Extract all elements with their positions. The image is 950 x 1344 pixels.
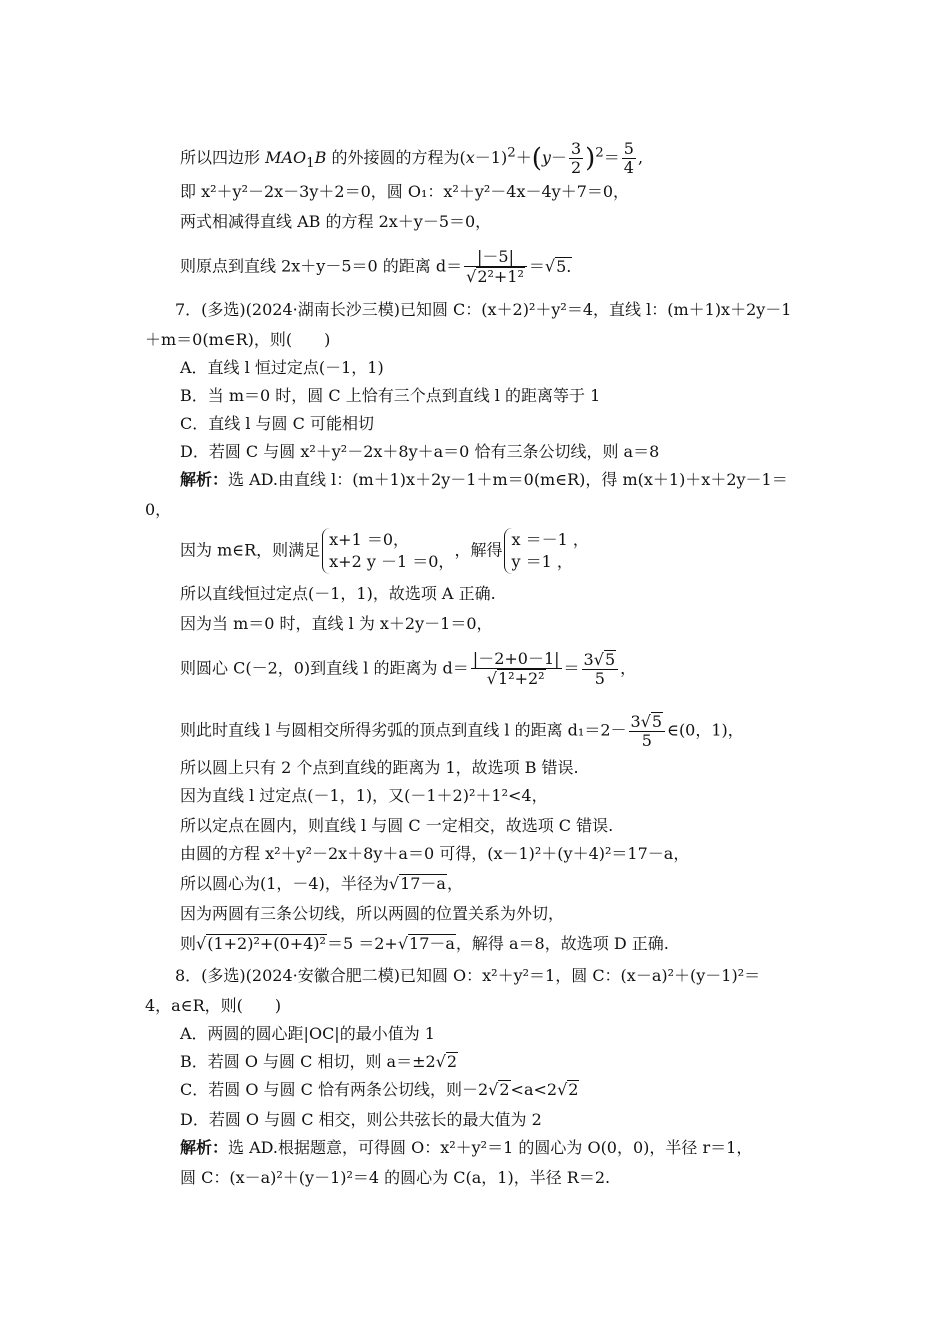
text: 2 — [595, 145, 604, 161]
text: 5 — [623, 139, 634, 158]
option-a: A．两圆的圆心距|OC|的最小值为 1 — [180, 1024, 435, 1043]
text: 4 — [623, 158, 634, 177]
text: 2 — [568, 1080, 579, 1099]
line-26: 4，a∈R，则( ) — [145, 996, 282, 1015]
text: －1) — [474, 148, 508, 167]
option-c: C．直线 l 与圆 C 可能相切 — [180, 414, 374, 433]
text: <a<2 — [510, 1080, 558, 1099]
text: C．若圆 O 与圆 C 恰有两条公切线，则－2 — [180, 1080, 489, 1099]
text: y ＝1 ， — [511, 552, 573, 571]
text: (1+2)²+(0+4)² — [207, 934, 326, 953]
text: 1 — [306, 156, 315, 172]
line-12: 0， — [145, 500, 172, 519]
text: ＋ — [515, 148, 532, 167]
text: , — [637, 148, 644, 167]
option-a: A．直线 l 恒过定点(－1，1) — [180, 358, 384, 377]
line-32: 圆 C：(x－a)²＋(y－1)²＝4 的圆心为 C(a，1)，半径 R＝2. — [180, 1168, 611, 1187]
text: ＝ — [603, 148, 620, 167]
text: y — [541, 148, 551, 167]
fraction: $\frac{|-5|}{\text{√2²+1²}}$ — [464, 248, 527, 286]
text: 选 AD.根据题意，可得圆 O：x²＋y²＝1 的圆心为 O(0，0)，半径 r＝1， — [228, 1138, 753, 1157]
text: |－5| — [464, 248, 527, 267]
text: x+2 y －1 ＝0， — [329, 552, 455, 571]
text: 则此时直线 l 与圆相交所得劣弧的顶点到直线 l 的距离 d₁＝2－ — [180, 720, 627, 740]
line-24: 则√(1+2)²+(0+4)²＝5 ＝2+√17－a，解得 a＝8，故选项 D 正确. — [180, 934, 669, 953]
text: 的外接圆的方程为( — [326, 148, 466, 167]
text: 2 — [446, 1052, 458, 1071]
text: 选 AD.由直线 l：(m＋1)x＋2y－1＋m＝0(m∈R)，得 m(x＋1)＋x＋2y－1＝ — [228, 470, 788, 489]
text: x — [465, 148, 475, 167]
text: 1²+2² — [497, 669, 545, 688]
text: 2²+1² — [477, 267, 524, 286]
equation-system — [322, 528, 454, 574]
line-4: 则原点到直线 2x＋y－5＝0 的距离 d＝ $\frac{|-5|}{\text{√2²+1²}}$ ＝√5. — [180, 247, 572, 286]
text: B — [314, 148, 327, 167]
option-b: B．若圆 O 与圆 C 相切，则 a＝±2√2 — [180, 1052, 458, 1071]
text: 5 — [641, 731, 652, 750]
fraction: $\frac{3√5}{5}$ — [582, 650, 619, 688]
line-3: 两式相减得直线 AB 的方程 2x＋y－5＝0， — [180, 212, 492, 231]
text: 则圆心 C(－2，0)到直线 l 的距离为 d＝ — [180, 658, 469, 678]
text: 2 — [570, 158, 582, 177]
line-15: 因为当 m＝0 时，直线 l 为 x＋2y－1＝0， — [180, 614, 493, 633]
text: 5 — [651, 712, 663, 731]
text: ， — [446, 874, 463, 893]
line-31 — [180, 1138, 752, 1158]
text: 则原点到直线 2x＋y－5＝0 的距离 d＝ — [180, 256, 463, 276]
line-14: 所以直线恒过定点(－1，1)，故选项 A 正确. — [180, 584, 496, 603]
text: ＝ — [563, 658, 580, 678]
text: ，解得 — [454, 540, 503, 560]
text: B．若圆 O 与圆 C 相切，则 a＝±2 — [180, 1052, 436, 1071]
text: |－2+0－1| — [472, 649, 560, 668]
analysis-label: 解析： — [180, 470, 229, 489]
text: 所以四边形 — [180, 148, 266, 167]
line-25: 8．(多选)(2024·安徽合肥二模)已知圆 O：x²＋y²＝1，圆 C：(x－a)²＋(y－1)²＝ — [175, 966, 761, 985]
fraction — [622, 140, 636, 177]
text: 则 — [180, 934, 197, 953]
equation-system — [504, 528, 588, 574]
text: 5. — [556, 256, 572, 276]
line-22: 所以圆心为(1，－4)，半径为√17－a， — [180, 874, 463, 893]
text: ＝ — [528, 256, 545, 276]
text: 所以圆心为(1，－4)，半径为 — [180, 874, 389, 893]
line-2: 即 x²＋y²－2x－3y＋2＝0，圆 O₁：x²＋y²－4x－4y＋7＝0， — [180, 182, 630, 201]
analysis-label: 解析： — [180, 1138, 229, 1157]
text: 2 — [499, 1080, 510, 1099]
fraction: $\frac{|-2+0-1|}{\text{√1²+2²}}$ — [472, 649, 560, 688]
line-19: 因为直线 l 过定点(－1，1)，又(－1＋2)²＋1²<4， — [180, 786, 548, 805]
line-6: ＋m＝0(m∈R)，则( ) — [145, 330, 331, 349]
text: x+1 ＝0， — [329, 530, 410, 549]
text: 5 — [594, 669, 605, 688]
line-17 — [180, 712, 744, 750]
text: x ＝－1 ， — [511, 530, 589, 549]
line-1: 所以四边形 $MAO_1B$ 的外接圆的方程为$(x-1)^2+(y-$ $\frac{3}{2}$ )$^2$＝ $\frac{5}{4}$ , — [180, 139, 644, 177]
text: 17－a — [400, 874, 446, 893]
text: 5 — [604, 650, 616, 669]
fraction — [569, 140, 583, 177]
line-21: 由圆的方程 x²＋y²－2x＋8y＋a＝0 可得，(x－1)²＋(y＋4)²＝17－a， — [180, 844, 690, 863]
option-d: D．若圆 O 与圆 C 相交，则公共弦长的最大值为 2 — [180, 1110, 542, 1129]
line-5: 7．(多选)(2024·湖南长沙三模)已知圆 C：(x＋2)²＋y²＝4，直线 l：(m＋1)x＋2y－1 — [175, 300, 792, 319]
text: 2 — [507, 145, 516, 161]
line-13 — [180, 528, 589, 574]
line-18: 所以圆上只有 2 个点到直线的距离为 1，故选项 B 错误. — [180, 758, 579, 777]
line-11 — [180, 470, 788, 490]
line-16 — [180, 650, 636, 688]
option-b: B．当 m＝0 时，圆 C 上恰有三个点到直线 l 的距离等于 1 — [180, 386, 601, 405]
text: － — [550, 148, 567, 167]
text: ∈(0，1)， — [667, 720, 744, 740]
text: ＝5 ＝2+ — [326, 934, 398, 953]
text: 3 — [570, 139, 582, 158]
text: ， — [620, 658, 637, 678]
text: 3 — [583, 650, 594, 669]
option-d: D．若圆 C 与圆 x²＋y²－2x＋8y＋a＝0 恰有三条公切线，则 a＝8 — [180, 442, 660, 461]
text: 17－a — [409, 934, 455, 953]
text: 3 — [630, 712, 641, 731]
text: ，解得 a＝8，故选项 D 正确. — [455, 934, 669, 953]
fraction: $\frac{3√5}{5}$ — [629, 712, 666, 750]
option-c: C．若圆 O 与圆 C 恰有两条公切线，则－2√2<a<2√2 — [180, 1080, 579, 1099]
line-20: 所以定点在圆内，则直线 l 与圆 C 一定相交，故选项 C 错误. — [180, 816, 614, 835]
text: MAO — [265, 148, 307, 167]
line-23: 因为两圆有三条公切线，所以两圆的位置关系为外切， — [180, 904, 565, 923]
text: 因为 m∈R，则满足 — [180, 540, 321, 560]
